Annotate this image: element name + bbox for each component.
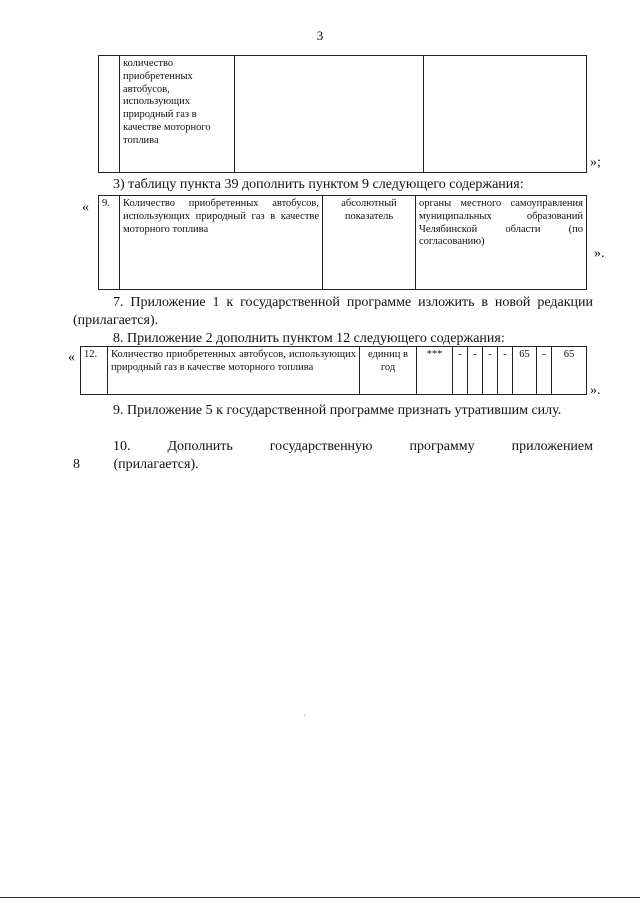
table-cell-value: 65 — [552, 347, 587, 395]
table-cell-number: 9. — [99, 196, 120, 290]
paragraph-8: 8. Приложение 2 дополнить пунктом 12 следующего содержания: — [113, 331, 505, 346]
opening-quote: « — [82, 200, 89, 215]
table-cell-value: - — [468, 347, 483, 395]
closing-quote: ». — [590, 383, 601, 398]
paragraph-10: 10. Дополнить государственную программу приложением 8 (прилагается). — [73, 439, 593, 472]
table-cell-indicator: Количество приобретенных автобусов, использующих природный газ в качестве моторного топлива — [108, 347, 360, 395]
table-point-12 — [80, 346, 587, 395]
opening-quote: « — [68, 350, 75, 365]
table-continuation — [98, 55, 587, 173]
closing-quote: ». — [594, 246, 605, 261]
table-cell-unit: единиц в год — [360, 347, 417, 395]
paragraph-9: 9. Приложение 5 к государственной программе признать утратившим силу. — [113, 403, 562, 418]
table-row — [99, 196, 587, 290]
table-row — [81, 347, 587, 395]
table-cell-number — [99, 56, 120, 173]
paragraph-7: 7. Приложение 1 к государственной программе изложить в новой редакции (прилагается). — [73, 295, 593, 328]
table-cell-number: 12. — [81, 347, 108, 395]
table-point-9 — [98, 195, 587, 290]
table-cell-value: - — [537, 347, 552, 395]
page-number: 3 — [316, 28, 324, 43]
table-cell-indicator: количество приобретенных автобусов, использующих природный газ в качестве моторного топлива — [120, 56, 235, 173]
table-row — [99, 56, 587, 173]
table-cell-value: *** — [417, 347, 453, 395]
scan-speck — [304, 715, 305, 716]
page-bottom-rule — [0, 897, 640, 898]
table-cell-value: 65 — [513, 347, 537, 395]
table-cell-empty — [424, 56, 587, 173]
table-cell-value: - — [453, 347, 468, 395]
table-cell-value: - — [498, 347, 513, 395]
paragraph-3: 3) таблицу пункта 39 дополнить пунктом 9 следующего содержания: — [113, 177, 524, 192]
closing-quote: »; — [590, 155, 601, 170]
table-cell-value: - — [483, 347, 498, 395]
table-cell-indicator: Количество приобретенных автобусов, использующих природный газ в качестве моторного топлива — [120, 196, 323, 290]
table-cell-organization: органы местного самоуправления муниципальных образований Челябинской области (по согласованию) — [416, 196, 587, 290]
table-cell-type: абсолютный показатель — [323, 196, 416, 290]
table-cell-empty — [235, 56, 424, 173]
